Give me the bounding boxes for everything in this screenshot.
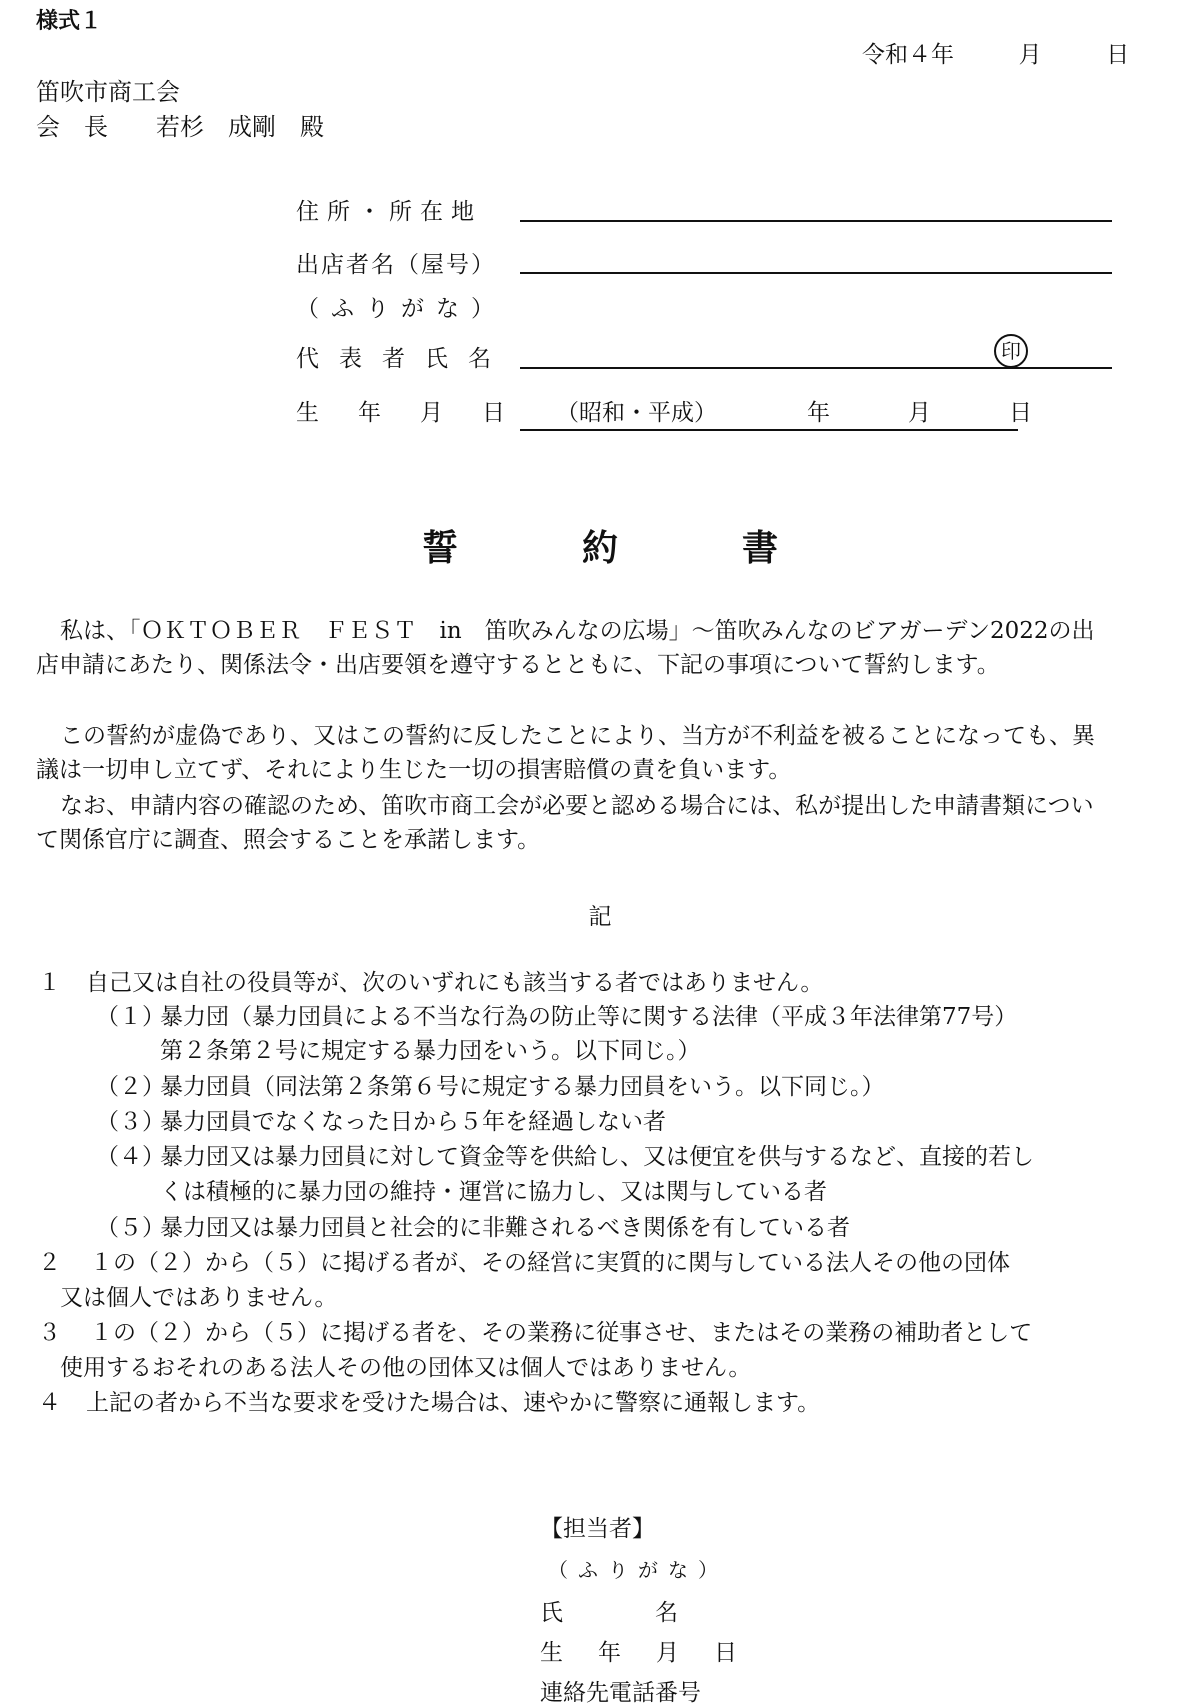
addressee-title: 会 長 xyxy=(36,113,108,141)
item-number: ２ xyxy=(38,1250,61,1276)
item-1 xyxy=(38,966,823,1000)
birth-month: 月 xyxy=(908,400,931,426)
item-number: １ xyxy=(38,970,61,996)
date-month: 月 xyxy=(1018,42,1042,68)
birthdate-label: 生 年 月 日 xyxy=(296,400,513,426)
item-1-2 xyxy=(96,1070,885,1104)
pledge-paragraph-3: なお、申請内容の確認のため、笛吹市商工会が必要と認める場合には、私が提出した申請書類について関係官庁に調査、照会することを承諾します。 xyxy=(36,793,1094,853)
addressee-line xyxy=(36,107,324,142)
item-4 xyxy=(38,1386,820,1420)
item-2-continued: 又は個人ではありません。 xyxy=(60,1285,338,1311)
item-number: ３ xyxy=(38,1320,61,1346)
shop-name-label: 出店者名（屋号） xyxy=(296,252,496,278)
contact-birthdate-label: 生 年 月 日 xyxy=(540,1640,743,1666)
pledge-paragraph-2: この誓約が虚偽であり、又はこの誓約に反したことにより、当方が不利益を被ることになっても、異議は一切申し立てず、それにより生じた一切の損害賠償の責を負います。 xyxy=(36,723,1095,783)
item-text: 自己又は自社の役員等が、次のいずれにも該当する者ではありません。 xyxy=(86,970,824,996)
addressee-org: 笛吹市商工会 xyxy=(36,78,180,106)
item-1-3 xyxy=(96,1105,666,1139)
contact-furigana-label: （ふりがな） xyxy=(548,1558,728,1582)
item-1-5 xyxy=(96,1211,850,1245)
item-number: （１） xyxy=(96,1004,165,1030)
submission-date xyxy=(862,36,1129,69)
document-title xyxy=(0,520,1200,571)
form-number: 様式１ xyxy=(36,9,103,34)
shop-name-field[interactable] xyxy=(520,272,1112,274)
representative-label: 代表者氏名 xyxy=(296,346,511,372)
item-text: １の（２）から（５）に掲げる者が、その経営に実質的に関与している法人その他の団体 xyxy=(90,1250,1010,1276)
ki-heading: 記 xyxy=(588,904,612,930)
date-day: 日 xyxy=(1106,42,1130,68)
address-field[interactable] xyxy=(520,220,1112,222)
item-1-1-continued: 第２条第２号に規定する暴力団をいう。以下同じ。） xyxy=(160,1038,701,1064)
address-label: 住所・所在地 xyxy=(296,199,482,225)
birth-era: （昭和・平成） xyxy=(556,400,717,426)
furigana-label: （ふりがな） xyxy=(296,296,506,322)
item-number: （２） xyxy=(96,1074,165,1100)
contact-heading: 【担当者】 xyxy=(540,1516,655,1542)
item-number: （４） xyxy=(96,1144,165,1170)
item-text: １の（２）から（５）に掲げる者を、その業務に従事させ、またはその業務の補助者として xyxy=(90,1320,1033,1346)
pledge-paragraph-1: 私は、「ＯＫＴＯＢＥＲ ＦＥＳＴ in 笛吹みんなの広場」～笛吹みんなのビアガーデン2022の出店申請にあたり、関係法令・出店要領を遵守するとともに、下記の事項について誓約します。 xyxy=(36,618,1095,678)
birth-year: 年 xyxy=(807,400,830,426)
item-text: 暴力団又は暴力団員と社会的に非難されるべき関係を有している者 xyxy=(160,1215,850,1241)
item-1-4 xyxy=(96,1140,1034,1174)
item-3-continued: 使用するおそれのある法人その他の団体又は個人ではありません。 xyxy=(60,1355,752,1381)
contact-name-label: 氏 名 xyxy=(540,1600,678,1626)
item-text: 暴力団（暴力団員による不当な行為の防止等に関する法律（平成３年法律第77号） xyxy=(160,1004,1018,1030)
item-number: ４ xyxy=(38,1390,61,1416)
item-text: 暴力団員でなくなった日から５年を経過しない者 xyxy=(160,1109,666,1135)
item-1-4-continued: くは積極的に暴力団の維持・運営に協力し、又は関与している者 xyxy=(160,1179,827,1205)
date-era-year: 令和４年 xyxy=(862,42,954,68)
item-text: 暴力団又は暴力団員に対して資金等を供給し、又は便宜を供与するなど、直接的若し xyxy=(160,1144,1034,1170)
item-2 xyxy=(38,1246,1010,1280)
birthdate-field[interactable] xyxy=(520,394,1032,431)
title-char-1: 誓 xyxy=(421,528,458,569)
item-3 xyxy=(38,1316,1032,1350)
representative-field[interactable] xyxy=(520,367,1112,369)
item-number: （３） xyxy=(96,1109,165,1135)
seal-mark: 印 xyxy=(994,334,1028,368)
addressee-name: 若杉 成剛 殿 xyxy=(156,113,324,141)
item-text: 暴力団員（同法第２条第６号に規定する暴力団員をいう。以下同じ。） xyxy=(160,1074,885,1100)
title-char-2: 約 xyxy=(581,528,618,569)
contact-phone-label: 連絡先電話番号 xyxy=(540,1680,701,1706)
item-number: （５） xyxy=(96,1215,165,1241)
birth-day: 日 xyxy=(1009,400,1032,426)
title-char-3: 書 xyxy=(742,528,779,569)
item-1-1 xyxy=(96,1000,1017,1034)
item-text: 上記の者から不当な要求を受けた場合は、速やかに警察に通報します。 xyxy=(86,1390,821,1416)
